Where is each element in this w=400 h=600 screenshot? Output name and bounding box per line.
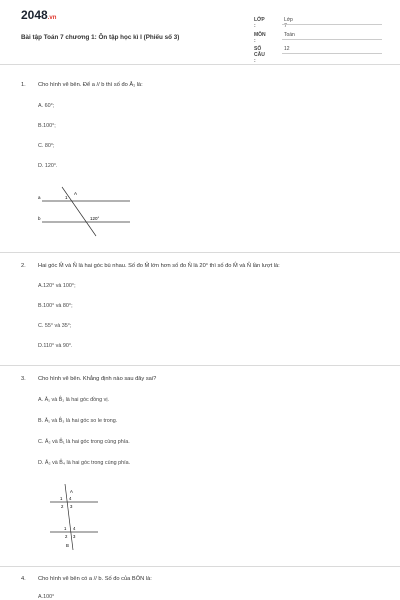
meta-underline bbox=[282, 24, 382, 25]
label-angle-1: 1 bbox=[65, 195, 68, 200]
question-text: Hai góc M̂ và N̂ là hai góc bù nhau. Số đo M̂ lớn hơn số đo N̂ là 20° thì số đo M̂ và N̂ lần lượt là: bbox=[38, 263, 280, 269]
option-a: A. Â₁ và B̂₁ là hai góc đồng vị. bbox=[38, 397, 110, 403]
divider bbox=[0, 365, 400, 366]
label: 4 bbox=[69, 496, 72, 501]
logo-text: 2048 bbox=[21, 8, 48, 22]
logo-suffix: .vn bbox=[47, 15, 57, 21]
option-d: D.110° và 90°. bbox=[38, 343, 73, 349]
divider bbox=[0, 566, 400, 567]
option-c: C. Â₂ và B̂₁ là hai góc trong cùng phía. bbox=[38, 439, 130, 445]
meta-underline bbox=[282, 39, 382, 40]
question-text: Cho hình vẽ bên có a // b. Số đo của BÔN là: bbox=[38, 576, 152, 582]
option-a: A.100° bbox=[38, 594, 55, 600]
meta-label: SỐ CÂU : bbox=[254, 46, 265, 64]
label: 1 bbox=[60, 496, 63, 501]
option-c: C. 80°; bbox=[38, 143, 55, 149]
header-divider bbox=[0, 64, 400, 65]
label-b: b bbox=[38, 216, 41, 221]
option-b: B.100°; bbox=[38, 123, 56, 129]
option-c: C. 55° và 35°; bbox=[38, 323, 72, 329]
label: 2 bbox=[61, 504, 64, 509]
meta-value: 12 bbox=[284, 46, 290, 52]
question-number: 4. bbox=[21, 576, 26, 582]
label-120: 120° bbox=[90, 216, 100, 221]
option-b: B. Â₁ và B̂₃ là hai góc so le trong. bbox=[38, 418, 118, 424]
label: 3 bbox=[73, 534, 76, 539]
option-d: D. 120°. bbox=[38, 163, 58, 169]
label-point-b: B bbox=[66, 543, 69, 548]
option-b: B.100° và 80°; bbox=[38, 303, 73, 309]
meta-label: LỚP : bbox=[254, 17, 265, 29]
option-a: A.120° và 100°; bbox=[38, 283, 76, 289]
option-d: D. Â₂ và B̂₄ là hai góc trong cùng phía. bbox=[38, 460, 131, 466]
question-number: 1. bbox=[21, 82, 26, 88]
label-a: a bbox=[38, 195, 41, 200]
option-a: A. 60°; bbox=[38, 103, 55, 109]
question-number: 3. bbox=[21, 376, 26, 382]
question-text: Cho hình vẽ bên. Để a // b thì số đo Â₁ là: bbox=[38, 82, 143, 88]
label: 3 bbox=[70, 504, 73, 509]
site-logo[interactable] bbox=[21, 8, 56, 22]
question-text: Cho hình vẽ bên. Khẳng định nào sau đây sai? bbox=[38, 376, 157, 382]
question-3-figure bbox=[40, 480, 110, 555]
question-number: 2. bbox=[21, 263, 26, 269]
meta-value: Lớp 7 bbox=[284, 17, 293, 29]
meta-underline bbox=[282, 53, 382, 54]
page-title: Bài tập Toán 7 chương 1: Ôn tập học kì I (Phiếu số 3) bbox=[21, 34, 180, 41]
question-1-figure bbox=[34, 184, 134, 239]
label: 1 bbox=[64, 526, 67, 531]
label: 2 bbox=[65, 534, 68, 539]
divider bbox=[0, 252, 400, 253]
meta-label: MÔN : bbox=[254, 32, 266, 44]
meta-value: Toán bbox=[284, 32, 295, 38]
label-point-a: A bbox=[70, 489, 73, 494]
label: 4 bbox=[73, 526, 76, 531]
label-point-a: A bbox=[74, 191, 78, 196]
